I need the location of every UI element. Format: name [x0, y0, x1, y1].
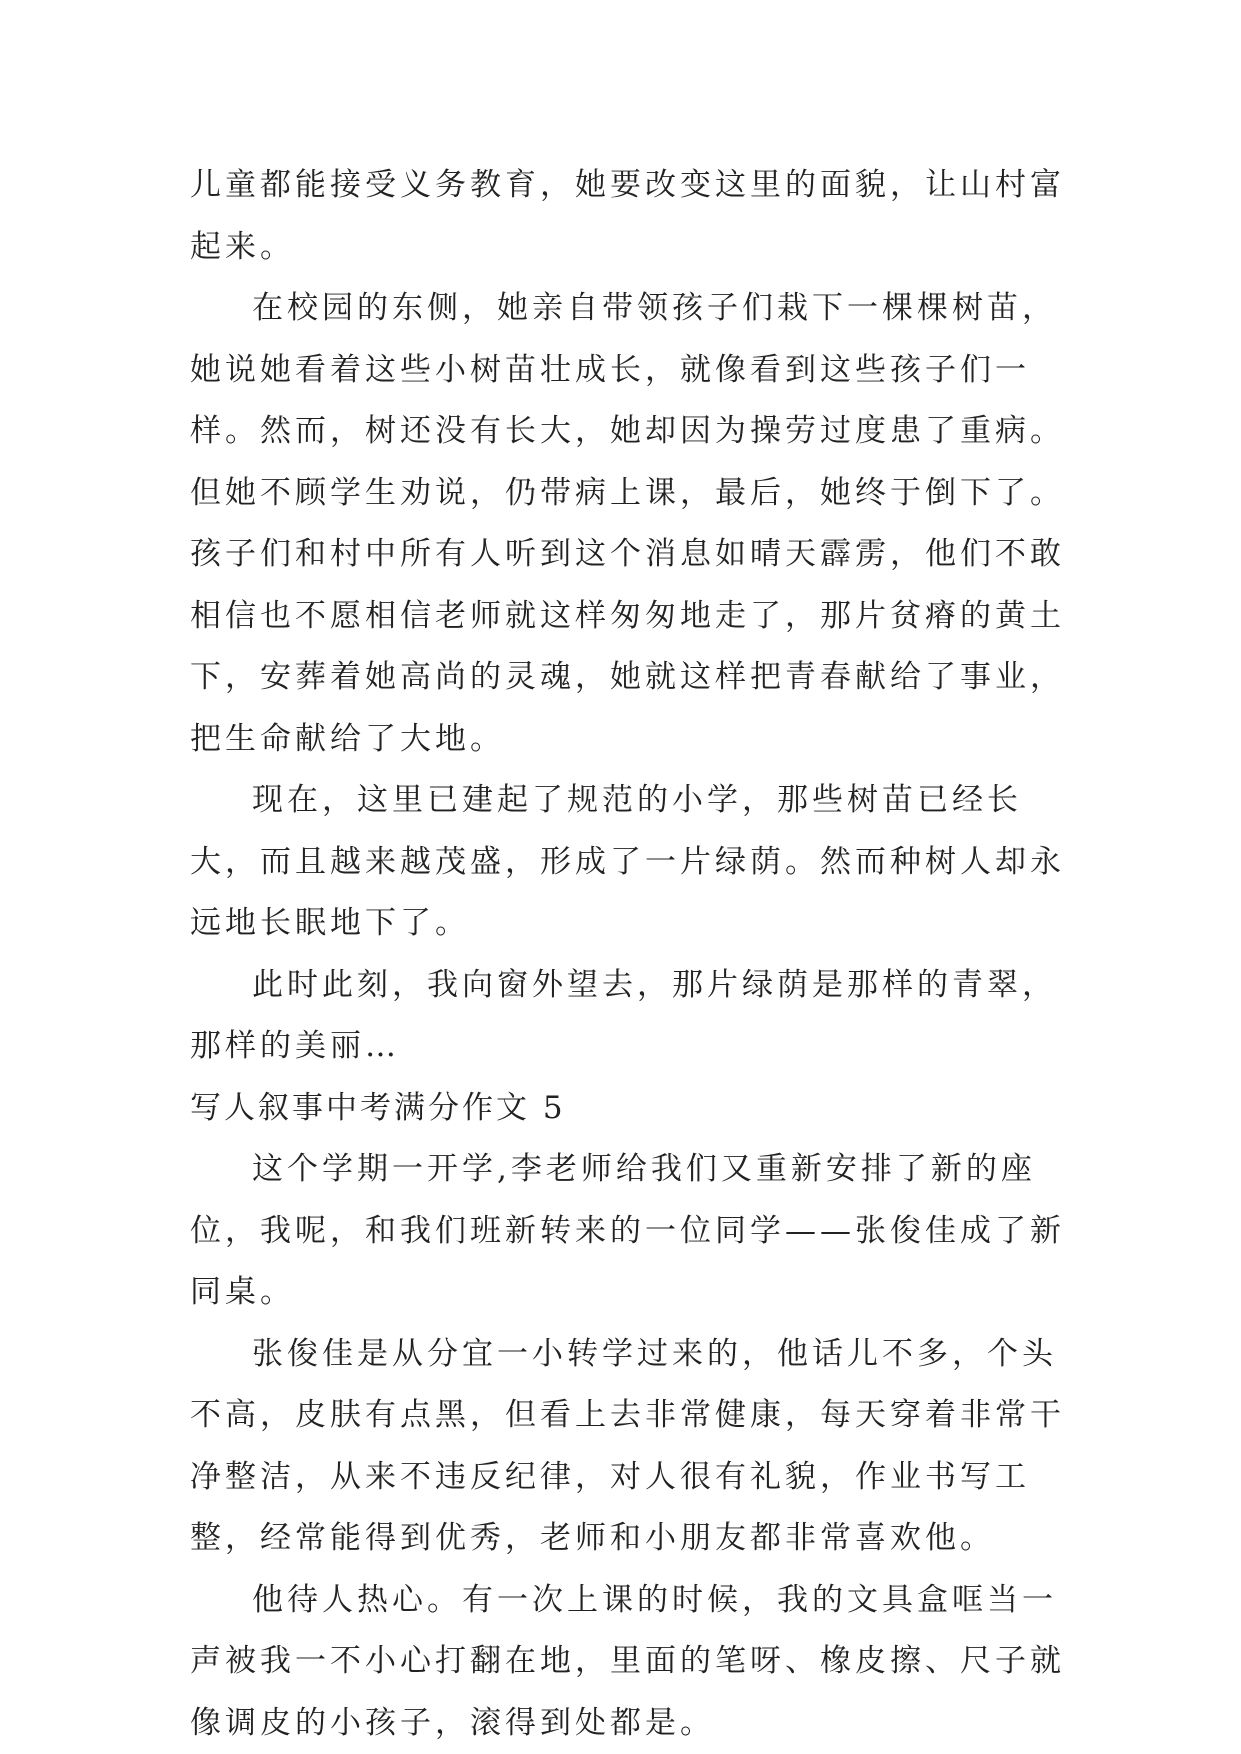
section-title: 写人叙事中考满分作文 5 — [190, 1089, 566, 1126]
document-page — [190, 155, 1070, 1754]
paragraph-looking-out: 此时此刻，我向窗外望去，那片绿荫是那样的青翠，那样的美丽… — [190, 966, 1057, 1064]
paragraph-school-now: 现在，这里已建起了规范的小学，那些树苗已经长大，而且越来越茂盛，形成了一片绿荫。然而种树人却永远地长眠地下了。 — [190, 782, 1065, 941]
paragraph-planting-trees: 在校园的东侧，她亲自带领孩子们栽下一棵棵树苗，她说她看着这些小树苗壮成长，就像看到这些孩子们一样。然而，树还没有长大，她却因为操劳过度患了重病。但她不顾学生劝说，仍带病上课，最后，她终于倒下了。孩子们和村中所有人听到这个消息如晴天霹雳，他们不敢相信也不愿相信老师就这样匆匆地走了，那片贫瘠的黄土下，安葬着她高尚的灵魂，她就这样把青春献给了事业，把生命献给了大地。 — [190, 290, 1065, 757]
paragraph-warm-hearted: 他待人热心。有一次上课的时候，我的文具盒哐当一声被我一不小心打翻在地，里面的笔呀、橡皮擦、尺子就像调皮的小孩子，滚得到处都是。 — [190, 1581, 1065, 1741]
paragraph-new-deskmate: 这个学期一开学,李老师给我们又重新安排了新的座位，我呢，和我们班新转来的一位同学——张俊佳成了新同桌。 — [190, 1151, 1065, 1310]
paragraph-continued: 儿童都能接受义务教育，她要改变这里的面貌，让山村富起来。 — [190, 167, 1065, 265]
paragraph-description: 张俊佳是从分宜一小转学过来的，他话儿不多，个头不高，皮肤有点黑，但看上去非常健康，每天穿着非常干净整洁，从来不违反纪律，对人很有礼貌，作业书写工整，经常能得到优秀，老师和小朋友都非常喜欢他。 — [190, 1335, 1065, 1556]
